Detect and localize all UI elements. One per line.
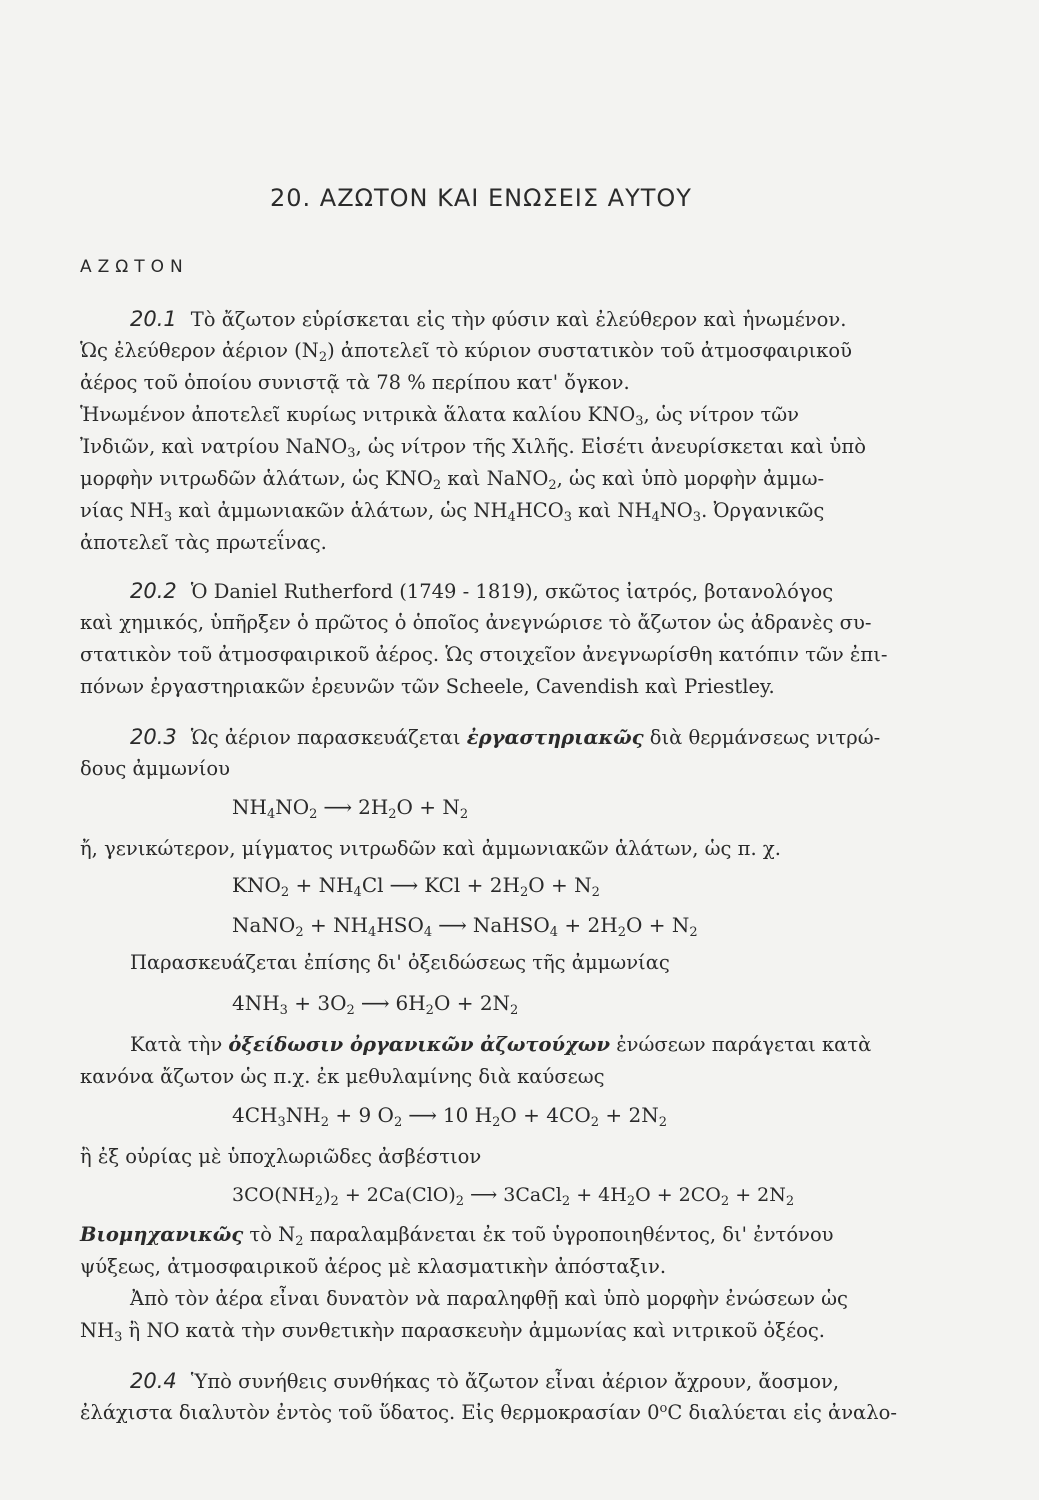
- paragraph-20-3-line: κανόνα ἄζωτον ὡς π.χ. ἐκ μεθυλαμίνης διὰ καύσεως: [80, 1065, 605, 1088]
- equation: $NH_4NO_2$ ⟶ $2H_2O + N_2$: [232, 795, 469, 822]
- equation: NaNO$_2$ + $NH_4HSO_4$ ⟶ NaHSO$_4$ + $2H_2O + N_2$: [232, 913, 698, 940]
- paragraph-20-1-line: Ὡς ἐλεύθερον ἀέριον $(N_2)$ ἀποτελεῖ τὸ κύριον συστατικὸν τοῦ ἀτμοσφαιρικοῦ: [80, 339, 852, 365]
- chapter-title: 20. ΑΖΩΤΟΝ ΚΑΙ ΕΝΩΣΕΙΣ ΑΥΤΟΥ: [270, 184, 692, 212]
- paragraph-20-3-line: Βιομηχανικῶς τὸ $N_2$ παραλαμβάνεται ἐκ τοῦ ὑγροποιηθέντος, δι' ἐντόνου: [80, 1223, 834, 1249]
- paragraph-20-3-line: Ἀπὸ τὸν ἀέρα εἶναι δυνατὸν νὰ παραληφθῇ καὶ ὑπὸ μορφὴν ἐνώσεων ὡς: [130, 1287, 848, 1310]
- section-number: 20.1: [130, 307, 177, 331]
- paragraph-20-2-line: πόνων ἐργαστηριακῶν ἐρευνῶν τῶν Scheele, Cavendish καὶ Priestley.: [80, 675, 775, 698]
- paragraph-20-2-line: 20.2 Ὁ Daniel Rutherford (1749 - 1819), σκῶτος ἰατρός, βοτανολόγος: [130, 579, 834, 603]
- paragraph-20-3-line: Παρασκευάζεται ἐπίσης δι' ὀξειδώσεως τῆς ἀμμωνίας: [130, 951, 670, 974]
- paragraph-20-3-line: δους ἀμμωνίου: [80, 757, 230, 780]
- reaction-arrow: ⟶: [470, 1184, 498, 1206]
- equation: $4NH_3 + 3O_2$ ⟶ $6H_2O + 2N_2$: [232, 991, 519, 1018]
- paragraph-20-3-line: ψύξεως, ἀτμοσφαιρικοῦ ἀέρος μὲ κλασματικὴν ἀπόσταξιν.: [80, 1255, 667, 1278]
- paragraph-20-4-line: 20.4 Ὑπὸ συνήθεις συνθήκας τὸ ἄζωτον εἶναι ἀέριον ἄχρουν, ἄοσμον,: [130, 1369, 840, 1393]
- paragraph-20-1-line: ἀποτελεῖ τὰς πρωτεΐνας.: [80, 531, 327, 554]
- reaction-arrow: ⟶: [389, 873, 419, 897]
- reaction-arrow: ⟶: [438, 913, 467, 937]
- paragraph-20-1-line: 20.1 Τὸ ἄζωτον εὑρίσκεται εἰς τὴν φύσιν καὶ ἐλεύθερον καὶ ἡνωμένον.: [130, 307, 847, 331]
- paragraph-20-4-line: ἐλάχιστα διαλυτὸν ἐντὸς τοῦ ὕδατος. Εἰς θερμοκρασίαν 0$^o$C διαλύεται εἰς ἀναλο-: [80, 1401, 897, 1424]
- paragraph-20-3-line: Κατὰ τὴν ὀξείδωσιν ὀργανικῶν ἀζωτούχων ἐνώσεων παράγεται κατὰ: [130, 1033, 872, 1056]
- paragraph-20-1-line: νίας $NH_3$ καὶ ἀμμωνιακῶν ἁλάτων, ὡς $NH_4HCO_3$ καὶ $NH_4NO_3$. Ὀργανικῶς: [80, 499, 825, 525]
- paragraph-20-1-line: ἀέρος τοῦ ὁποίου συνιστᾷ τὰ 78 % περίπου κατ' ὄγκον.: [80, 371, 630, 394]
- equation: $3CO(NH_2)_2 + 2Ca(ClO)_2$ ⟶ 3CaCl$_2$ + $4H_2O + 2CO_2 + 2N_2$: [232, 1184, 795, 1209]
- paragraph-20-3-line: $NH_3$ ἢ NO κατὰ τὴν συνθετικὴν παρασκευὴν ἀμμωνίας καὶ νιτρικοῦ ὀξέος.: [80, 1319, 825, 1345]
- paragraph-20-1-line: μορφὴν νιτρωδῶν ἁλάτων, ὡς $KNO_2$ καὶ NaNO$_2$, ὡς καὶ ὑπὸ μορφὴν ἀμμω-: [80, 467, 825, 493]
- section-number: 20.4: [130, 1369, 177, 1393]
- reaction-arrow: ⟶: [323, 795, 353, 819]
- section-heading: ΑΖΩΤΟΝ: [80, 257, 189, 277]
- reaction-arrow: ⟶: [360, 991, 390, 1015]
- paragraph-20-2-line: καὶ χημικός, ὑπῆρξεν ὁ πρῶτος ὁ ὁποῖος ἀνεγνώρισε τὸ ἄζωτον ὡς ἀδρανὲς συ-: [80, 611, 872, 634]
- section-number: 20.3: [130, 725, 177, 749]
- paragraph-20-3-line: ἢ ἐξ οὐρίας μὲ ὑποχλωριῶδες ἀσβέστιον: [80, 1145, 482, 1168]
- paragraph-20-3-line: ἤ, γενικώτερον, μίγματος νιτρωδῶν καὶ ἀμμωνιακῶν ἁλάτων, ὡς π. χ.: [80, 837, 781, 860]
- equation: $4CH_3NH_2 + 9$ $O_2$ ⟶ 10 $H_2O + 4CO_2 + 2N_2$: [232, 1103, 667, 1130]
- equation: $KNO_2 + NH_4Cl$ ⟶ KCl + $2H_2O + N_2$: [232, 873, 600, 900]
- paragraph-20-3-line: 20.3 Ὡς ἀέριον παρασκευάζεται ἐργαστηριακῶς διὰ θερμάνσεως νιτρώ-: [130, 725, 881, 749]
- paragraph-20-2-line: στατικὸν τοῦ ἀτμοσφαιρικοῦ ἀέρος. Ὡς στοιχεῖον ἀνεγνωρίσθη κατόπιν τῶν ἐπι-: [80, 643, 888, 666]
- paragraph-20-1-line: Ἰνδιῶν, καὶ νατρίου NaNO$_3$, ὡς νίτρον τῆς Χιλῆς. Εἰσέτι ἀνευρίσκεται καὶ ὑπὸ: [80, 435, 866, 461]
- reaction-arrow: ⟶: [408, 1103, 437, 1127]
- section-number: 20.2: [130, 579, 177, 603]
- paragraph-20-1-line: Ἡνωμένον ἀποτελεῖ κυρίως νιτρικὰ ἅλατα καλίου $KNO_3$, ὡς νίτρον τῶν: [80, 403, 799, 429]
